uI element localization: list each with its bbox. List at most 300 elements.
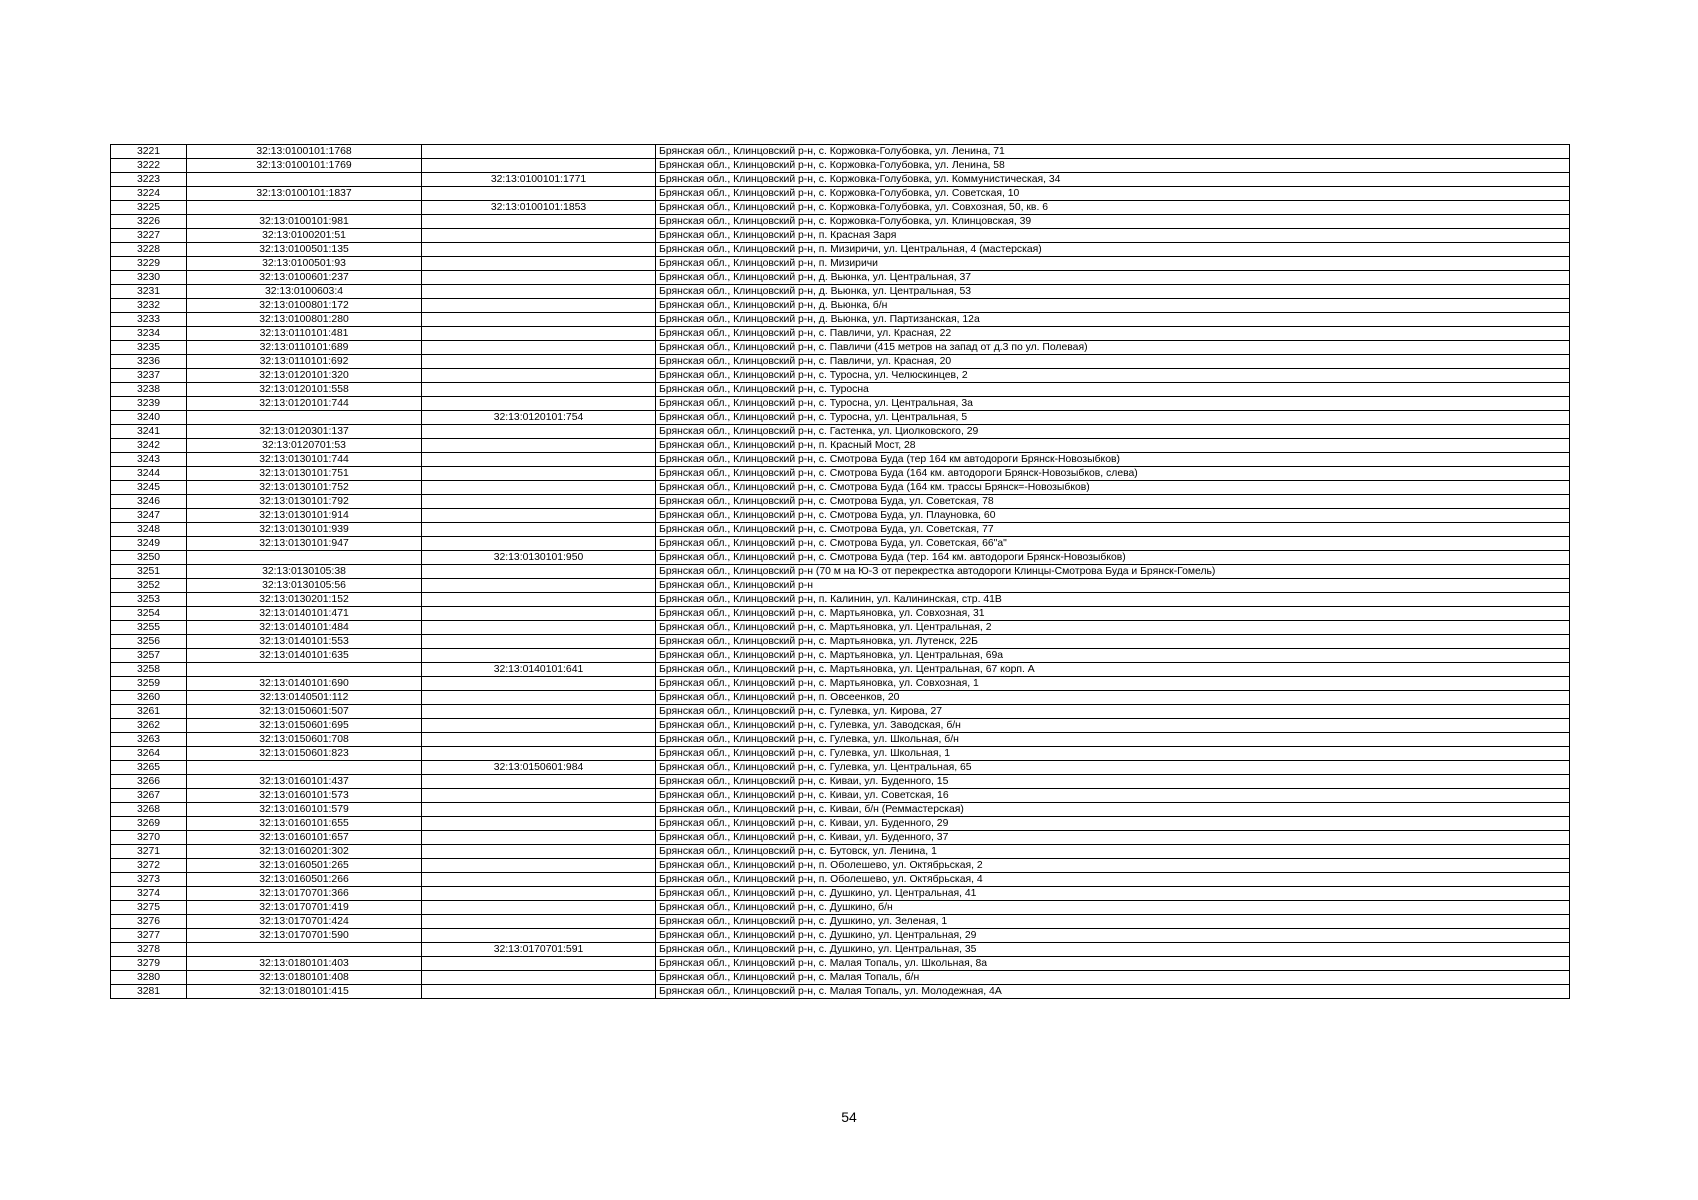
- cadastral-number-cell: 32:13:0100201:51: [187, 229, 422, 243]
- address-cell: Брянская обл., Клинцовский р-н, с. Мартьяновка, ул. Центральная, 67 корп. А: [656, 663, 1570, 677]
- cadastral-number-cell: 32:13:0180101:408: [187, 971, 422, 985]
- cadastral-number-cell: 32:13:0150601:695: [187, 719, 422, 733]
- cadastral-number-cell: 32:13:0100101:1768: [187, 145, 422, 159]
- table-row: [111, 285, 1570, 299]
- address-cell: Брянская обл., Клинцовский р-н, с. Мартьяновка, ул. Центральная, 69а: [656, 649, 1570, 663]
- table-row: [111, 565, 1570, 579]
- address-cell: Брянская обл., Клинцовский р-н, с. Душкино, ул. Зеленая, 1: [656, 915, 1570, 929]
- cadastral-number-alt-cell: [422, 635, 656, 649]
- address-cell: Брянская обл., Клинцовский р-н, с. Смотрова Буда, ул. Советская, 66"а": [656, 537, 1570, 551]
- cadastral-number-alt-cell: [422, 859, 656, 873]
- address-cell: Брянская обл., Клинцовский р-н, с. Туросна: [656, 383, 1570, 397]
- table-row: [111, 929, 1570, 943]
- cadastral-number-cell: 32:13:0100801:172: [187, 299, 422, 313]
- row-number-cell: 3261: [111, 705, 187, 719]
- cadastral-number-cell: 32:13:0130101:947: [187, 537, 422, 551]
- table-row: [111, 859, 1570, 873]
- cadastral-number-alt-cell: [422, 677, 656, 691]
- address-cell: Брянская обл., Клинцовский р-н, с. Коржовка-Голубовка, ул. Ленина, 58: [656, 159, 1570, 173]
- cadastral-number-cell: 32:13:0160101:655: [187, 817, 422, 831]
- table-row: [111, 677, 1570, 691]
- cadastral-number-cell: 32:13:0180101:415: [187, 985, 422, 999]
- table-row: [111, 719, 1570, 733]
- cadastral-number-cell: [187, 411, 422, 425]
- cadastral-number-cell: 32:13:0150601:823: [187, 747, 422, 761]
- cadastral-number-alt-cell: [422, 985, 656, 999]
- table-row: [111, 817, 1570, 831]
- cadastral-number-cell: 32:13:0130101:914: [187, 509, 422, 523]
- cadastral-number-cell: 32:13:0110101:689: [187, 341, 422, 355]
- row-number-cell: 3260: [111, 691, 187, 705]
- cadastral-number-cell: 32:13:0140101:471: [187, 607, 422, 621]
- row-number-cell: 3280: [111, 971, 187, 985]
- table-row: [111, 229, 1570, 243]
- cadastral-number-cell: 32:13:0150601:507: [187, 705, 422, 719]
- row-number-cell: 3231: [111, 285, 187, 299]
- table-row: [111, 761, 1570, 775]
- table-row: [111, 145, 1570, 159]
- address-cell: Брянская обл., Клинцовский р-н, с. Малая Топаль, б/н: [656, 971, 1570, 985]
- cadastral-number-alt-cell: [422, 467, 656, 481]
- cadastral-number-alt-cell: [422, 187, 656, 201]
- address-cell: Брянская обл., Клинцовский р-н, с. Гулевка, ул. Школьная, 1: [656, 747, 1570, 761]
- row-number-cell: 3258: [111, 663, 187, 677]
- cadastral-number-alt-cell: [422, 705, 656, 719]
- row-number-cell: 3257: [111, 649, 187, 663]
- row-number-cell: 3222: [111, 159, 187, 173]
- address-cell: Брянская обл., Клинцовский р-н, с. Душкино, ул. Центральная, 35: [656, 943, 1570, 957]
- cadastral-number-alt-cell: 32:13:0100101:1853: [422, 201, 656, 215]
- address-cell: Брянская обл., Клинцовский р-н, с. Гулевка, ул. Заводская, б/н: [656, 719, 1570, 733]
- address-cell: Брянская обл., Клинцовский р-н, п. Красная Заря: [656, 229, 1570, 243]
- cadastral-number-alt-cell: [422, 159, 656, 173]
- address-cell: Брянская обл., Клинцовский р-н, с. Киваи, ул. Советская, 16: [656, 789, 1570, 803]
- cadastral-number-cell: 32:13:0130201:152: [187, 593, 422, 607]
- cadastral-number-cell: 32:13:0140101:635: [187, 649, 422, 663]
- row-number-cell: 3241: [111, 425, 187, 439]
- table-row: [111, 537, 1570, 551]
- table-row: [111, 789, 1570, 803]
- table-row: [111, 425, 1570, 439]
- cadastral-number-cell: 32:13:0130101:751: [187, 467, 422, 481]
- cadastral-number-alt-cell: 32:13:0120101:754: [422, 411, 656, 425]
- cadastral-number-alt-cell: [422, 145, 656, 159]
- cadastral-number-alt-cell: [422, 817, 656, 831]
- cadastral-number-cell: 32:13:0120301:137: [187, 425, 422, 439]
- cadastral-number-cell: 32:13:0130101:792: [187, 495, 422, 509]
- cadastral-number-cell: [187, 943, 422, 957]
- row-number-cell: 3254: [111, 607, 187, 621]
- cadastral-number-alt-cell: [422, 915, 656, 929]
- cadastral-number-alt-cell: [422, 243, 656, 257]
- table-row: [111, 733, 1570, 747]
- address-cell: Брянская обл., Клинцовский р-н, с. Смотрова Буда, ул. Советская, 78: [656, 495, 1570, 509]
- cadastral-number-cell: 32:13:0150601:708: [187, 733, 422, 747]
- cadastral-number-cell: [187, 201, 422, 215]
- row-number-cell: 3221: [111, 145, 187, 159]
- table-row: [111, 327, 1570, 341]
- row-number-cell: 3249: [111, 537, 187, 551]
- cadastral-number-alt-cell: [422, 439, 656, 453]
- cadastral-number-alt-cell: 32:13:0170701:591: [422, 943, 656, 957]
- cadastral-number-cell: 32:13:0110101:481: [187, 327, 422, 341]
- row-number-cell: 3268: [111, 803, 187, 817]
- cadastral-number-cell: 32:13:0130101:752: [187, 481, 422, 495]
- address-cell: Брянская обл., Клинцовский р-н, д. Вьюнка, ул. Центральная, 37: [656, 271, 1570, 285]
- cadastral-number-alt-cell: [422, 453, 656, 467]
- row-number-cell: 3243: [111, 453, 187, 467]
- table-row: [111, 663, 1570, 677]
- address-cell: Брянская обл., Клинцовский р-н, с. Киваи, ул. Буденного, 15: [656, 775, 1570, 789]
- address-cell: Брянская обл., Клинцовский р-н, с. Туросна, ул. Центральная, 5: [656, 411, 1570, 425]
- row-number-cell: 3252: [111, 579, 187, 593]
- table-row: [111, 971, 1570, 985]
- cadastral-number-alt-cell: [422, 649, 656, 663]
- cadastral-number-cell: 32:13:0140101:484: [187, 621, 422, 635]
- row-number-cell: 3273: [111, 873, 187, 887]
- address-cell: Брянская обл., Клинцовский р-н, с. Смотрова Буда, ул. Советская, 77: [656, 523, 1570, 537]
- cadastral-number-alt-cell: [422, 579, 656, 593]
- table-row: [111, 495, 1570, 509]
- address-cell: Брянская обл., Клинцовский р-н, д. Вьюнка, ул. Партизанская, 12а: [656, 313, 1570, 327]
- address-cell: Брянская обл., Клинцовский р-н, п. Овсеенков, 20: [656, 691, 1570, 705]
- cadastral-number-cell: 32:13:0100603:4: [187, 285, 422, 299]
- address-cell: Брянская обл., Клинцовский р-н, с. Туросна, ул. Челюскинцев, 2: [656, 369, 1570, 383]
- address-cell: Брянская обл., Клинцовский р-н, с. Душкино, ул. Центральная, 29: [656, 929, 1570, 943]
- table-row: [111, 215, 1570, 229]
- table-row: [111, 369, 1570, 383]
- row-number-cell: 3275: [111, 901, 187, 915]
- cadastral-number-alt-cell: [422, 901, 656, 915]
- cadastral-number-alt-cell: [422, 355, 656, 369]
- cadastral-number-cell: 32:13:0120101:744: [187, 397, 422, 411]
- cadastral-number-alt-cell: [422, 607, 656, 621]
- cadastral-number-cell: 32:13:0160501:266: [187, 873, 422, 887]
- table-row: [111, 439, 1570, 453]
- address-cell: Брянская обл., Клинцовский р-н, с. Смотрова Буда (тер 164 км автодороги Брянск-Новозыбков): [656, 453, 1570, 467]
- table-row: [111, 691, 1570, 705]
- cadastral-number-alt-cell: 32:13:0150601:984: [422, 761, 656, 775]
- table-row: [111, 747, 1570, 761]
- cadastral-number-alt-cell: [422, 495, 656, 509]
- address-cell: Брянская обл., Клинцовский р-н, с. Бутовск, ул. Ленина, 1: [656, 845, 1570, 859]
- cadastral-number-cell: 32:13:0160201:302: [187, 845, 422, 859]
- cadastral-number-cell: 32:13:0100101:981: [187, 215, 422, 229]
- table-row: [111, 481, 1570, 495]
- row-number-cell: 3242: [111, 439, 187, 453]
- table-row: [111, 607, 1570, 621]
- table-row: [111, 397, 1570, 411]
- row-number-cell: 3250: [111, 551, 187, 565]
- row-number-cell: 3264: [111, 747, 187, 761]
- row-number-cell: 3232: [111, 299, 187, 313]
- cadastral-number-alt-cell: [422, 691, 656, 705]
- address-cell: Брянская обл., Клинцовский р-н, с. Гастенка, ул. Циолковского, 29: [656, 425, 1570, 439]
- address-cell: Брянская обл., Клинцовский р-н, с. Смотрова Буда, ул. Плауновка, 60: [656, 509, 1570, 523]
- address-cell: Брянская обл., Клинцовский р-н, с. Гулевка, ул. Кирова, 27: [656, 705, 1570, 719]
- cadastral-number-cell: 32:13:0130105:56: [187, 579, 422, 593]
- row-number-cell: 3238: [111, 383, 187, 397]
- cadastral-number-cell: 32:13:0120101:558: [187, 383, 422, 397]
- cadastral-number-cell: 32:13:0160101:657: [187, 831, 422, 845]
- cadastral-number-cell: 32:13:0100601:237: [187, 271, 422, 285]
- cadastral-number-alt-cell: [422, 271, 656, 285]
- cadastral-number-cell: 32:13:0170701:590: [187, 929, 422, 943]
- table-row: [111, 243, 1570, 257]
- cadastral-number-alt-cell: [422, 565, 656, 579]
- row-number-cell: 3230: [111, 271, 187, 285]
- address-cell: Брянская обл., Клинцовский р-н (70 м на Ю-З от перекрестка автодороги Клинцы-Смотрова Буда и Брянск-Гомель): [656, 565, 1570, 579]
- cadastral-number-cell: [187, 551, 422, 565]
- address-cell: Брянская обл., Клинцовский р-н: [656, 579, 1570, 593]
- table-row: [111, 803, 1570, 817]
- table-row: [111, 705, 1570, 719]
- address-cell: Брянская обл., Клинцовский р-н, с. Мартьяновка, ул. Совхозная, 1: [656, 677, 1570, 691]
- row-number-cell: 3276: [111, 915, 187, 929]
- row-number-cell: 3270: [111, 831, 187, 845]
- address-cell: Брянская обл., Клинцовский р-н, с. Киваи, ул. Буденного, 37: [656, 831, 1570, 845]
- table-row: [111, 313, 1570, 327]
- row-number-cell: 3237: [111, 369, 187, 383]
- address-cell: Брянская обл., Клинцовский р-н, с. Коржовка-Голубовка, ул. Советская, 10: [656, 187, 1570, 201]
- address-cell: Брянская обл., Клинцовский р-н, с. Коржовка-Голубовка, ул. Совхозная, 50, кв. 6: [656, 201, 1570, 215]
- cadastral-number-cell: 32:13:0170701:419: [187, 901, 422, 915]
- cadastral-number-alt-cell: [422, 831, 656, 845]
- row-number-cell: 3246: [111, 495, 187, 509]
- row-number-cell: 3267: [111, 789, 187, 803]
- table-row: [111, 593, 1570, 607]
- address-cell: Брянская обл., Клинцовский р-н, с. Смотрова Буда (164 км. трассы Брянск=-Новозыбков): [656, 481, 1570, 495]
- row-number-cell: 3259: [111, 677, 187, 691]
- cadastral-number-alt-cell: [422, 593, 656, 607]
- address-cell: Брянская обл., Клинцовский р-н, с. Мартьяновка, ул. Лутенск, 22Б: [656, 635, 1570, 649]
- cadastral-number-alt-cell: [422, 803, 656, 817]
- cadastral-number-alt-cell: [422, 341, 656, 355]
- cadastral-number-cell: [187, 663, 422, 677]
- table-row: [111, 775, 1570, 789]
- cadastral-number-alt-cell: [422, 971, 656, 985]
- cadastral-number-alt-cell: [422, 257, 656, 271]
- row-number-cell: 3256: [111, 635, 187, 649]
- table-row: [111, 985, 1570, 999]
- address-cell: Брянская обл., Клинцовский р-н, с. Мартьяновка, ул. Центральная, 2: [656, 621, 1570, 635]
- row-number-cell: 3229: [111, 257, 187, 271]
- table-row: [111, 845, 1570, 859]
- cadastral-number-cell: 32:13:0160101:437: [187, 775, 422, 789]
- cadastral-number-cell: 32:13:0130101:939: [187, 523, 422, 537]
- address-cell: Брянская обл., Клинцовский р-н, с. Мартьяновка, ул. Совхозная, 31: [656, 607, 1570, 621]
- row-number-cell: 3251: [111, 565, 187, 579]
- address-cell: Брянская обл., Клинцовский р-н, с. Гулевка, ул. Школьная, б/н: [656, 733, 1570, 747]
- cadastral-number-cell: 32:13:0170701:366: [187, 887, 422, 901]
- cadastral-number-cell: 32:13:0140101:553: [187, 635, 422, 649]
- cadastral-number-alt-cell: [422, 383, 656, 397]
- cadastral-number-alt-cell: [422, 369, 656, 383]
- cadastral-number-alt-cell: [422, 215, 656, 229]
- row-number-cell: 3263: [111, 733, 187, 747]
- table-row: [111, 887, 1570, 901]
- address-cell: Брянская обл., Клинцовский р-н, с. Смотрова Буда (тер. 164 км. автодороги Брянск-Новозыбков): [656, 551, 1570, 565]
- cadastral-number-cell: 32:13:0100801:280: [187, 313, 422, 327]
- cadastral-number-cell: 32:13:0120701:53: [187, 439, 422, 453]
- address-cell: Брянская обл., Клинцовский р-н, д. Вьюнка, ул. Центральная, 53: [656, 285, 1570, 299]
- cadastral-number-cell: 32:13:0120101:320: [187, 369, 422, 383]
- table-row: [111, 957, 1570, 971]
- address-cell: Брянская обл., Клинцовский р-н, с. Коржовка-Голубовка, ул. Коммунистическая, 34: [656, 173, 1570, 187]
- registry-table-body: [111, 145, 1570, 999]
- row-number-cell: 3239: [111, 397, 187, 411]
- row-number-cell: 3244: [111, 467, 187, 481]
- row-number-cell: 3277: [111, 929, 187, 943]
- cadastral-number-cell: 32:13:0130105:38: [187, 565, 422, 579]
- row-number-cell: 3248: [111, 523, 187, 537]
- address-cell: Брянская обл., Клинцовский р-н, п. Мизиричи, ул. Центральная, 4 (мастерская): [656, 243, 1570, 257]
- cadastral-number-alt-cell: [422, 775, 656, 789]
- registry-table: [110, 144, 1570, 999]
- row-number-cell: 3266: [111, 775, 187, 789]
- row-number-cell: 3278: [111, 943, 187, 957]
- cadastral-number-alt-cell: [422, 845, 656, 859]
- cadastral-number-alt-cell: [422, 873, 656, 887]
- row-number-cell: 3235: [111, 341, 187, 355]
- cadastral-number-cell: 32:13:0100501:93: [187, 257, 422, 271]
- cadastral-number-alt-cell: [422, 929, 656, 943]
- table-row: [111, 621, 1570, 635]
- cadastral-number-alt-cell: [422, 733, 656, 747]
- row-number-cell: 3279: [111, 957, 187, 971]
- cadastral-number-cell: 32:13:0100501:135: [187, 243, 422, 257]
- cadastral-number-cell: 32:13:0140501:112: [187, 691, 422, 705]
- cadastral-number-cell: 32:13:0170701:424: [187, 915, 422, 929]
- address-cell: Брянская обл., Клинцовский р-н, п. Мизиричи: [656, 257, 1570, 271]
- page-number: 54: [841, 1109, 857, 1125]
- table-row: [111, 299, 1570, 313]
- cadastral-number-cell: 32:13:0110101:692: [187, 355, 422, 369]
- cadastral-number-alt-cell: [422, 621, 656, 635]
- address-cell: Брянская обл., Клинцовский р-н, с. Душкино, ул. Центральная, 41: [656, 887, 1570, 901]
- row-number-cell: 3281: [111, 985, 187, 999]
- cadastral-number-cell: 32:13:0160501:265: [187, 859, 422, 873]
- row-number-cell: 3269: [111, 817, 187, 831]
- address-cell: Брянская обл., Клинцовский р-н, с. Малая Топаль, ул. Школьная, 8а: [656, 957, 1570, 971]
- cadastral-number-alt-cell: [422, 719, 656, 733]
- table-row: [111, 271, 1570, 285]
- cadastral-number-alt-cell: [422, 425, 656, 439]
- row-number-cell: 3223: [111, 173, 187, 187]
- address-cell: Брянская обл., Клинцовский р-н, п. Красный Мост, 28: [656, 439, 1570, 453]
- row-number-cell: 3224: [111, 187, 187, 201]
- address-cell: Брянская обл., Клинцовский р-н, с. Душкино, б/н: [656, 901, 1570, 915]
- row-number-cell: 3234: [111, 327, 187, 341]
- address-cell: Брянская обл., Клинцовский р-н, с. Павличи, ул. Красная, 22: [656, 327, 1570, 341]
- cadastral-number-cell: 32:13:0130101:744: [187, 453, 422, 467]
- row-number-cell: 3274: [111, 887, 187, 901]
- row-number-cell: 3228: [111, 243, 187, 257]
- cadastral-number-alt-cell: [422, 523, 656, 537]
- cadastral-number-alt-cell: 32:13:0130101:950: [422, 551, 656, 565]
- table-row: [111, 257, 1570, 271]
- row-number-cell: 3265: [111, 761, 187, 775]
- cadastral-number-cell: 32:13:0160101:579: [187, 803, 422, 817]
- address-cell: Брянская обл., Клинцовский р-н, с. Павличи (415 метров на запад от д.3 по ул. Полевая): [656, 341, 1570, 355]
- table-row: [111, 411, 1570, 425]
- cadastral-number-alt-cell: [422, 229, 656, 243]
- address-cell: Брянская обл., Клинцовский р-н, д. Вьюнка, б/н: [656, 299, 1570, 313]
- cadastral-number-cell: [187, 761, 422, 775]
- table-row: [111, 579, 1570, 593]
- cadastral-number-cell: [187, 173, 422, 187]
- cadastral-number-cell: 32:13:0180101:403: [187, 957, 422, 971]
- table-row: [111, 509, 1570, 523]
- cadastral-number-alt-cell: [422, 327, 656, 341]
- table-row: [111, 635, 1570, 649]
- row-number-cell: 3225: [111, 201, 187, 215]
- row-number-cell: 3236: [111, 355, 187, 369]
- cadastral-number-alt-cell: [422, 481, 656, 495]
- address-cell: Брянская обл., Клинцовский р-н, с. Коржовка-Голубовка, ул. Клинцовская, 39: [656, 215, 1570, 229]
- cadastral-number-cell: 32:13:0140101:690: [187, 677, 422, 691]
- cadastral-number-alt-cell: 32:13:0140101:641: [422, 663, 656, 677]
- cadastral-number-cell: 32:13:0160101:573: [187, 789, 422, 803]
- row-number-cell: 3240: [111, 411, 187, 425]
- row-number-cell: 3262: [111, 719, 187, 733]
- address-cell: Брянская обл., Клинцовский р-н, с. Гулевка, ул. Центральная, 65: [656, 761, 1570, 775]
- row-number-cell: 3245: [111, 481, 187, 495]
- table-row: [111, 187, 1570, 201]
- table-row: [111, 383, 1570, 397]
- row-number-cell: 3247: [111, 509, 187, 523]
- address-cell: Брянская обл., Клинцовский р-н, с. Киваи, ул. Буденного, 29: [656, 817, 1570, 831]
- row-number-cell: 3272: [111, 859, 187, 873]
- cadastral-number-alt-cell: [422, 299, 656, 313]
- table-row: [111, 159, 1570, 173]
- table-row: [111, 453, 1570, 467]
- table-row: [111, 467, 1570, 481]
- table-row: [111, 523, 1570, 537]
- address-cell: Брянская обл., Клинцовский р-н, с. Смотрова Буда (164 км. автодороги Брянск-Новозыбков, слева): [656, 467, 1570, 481]
- table-row: [111, 551, 1570, 565]
- address-cell: Брянская обл., Клинцовский р-н, с. Малая Топаль, ул. Молодежная, 4А: [656, 985, 1570, 999]
- cadastral-number-cell: 32:13:0100101:1769: [187, 159, 422, 173]
- row-number-cell: 3226: [111, 215, 187, 229]
- row-number-cell: 3233: [111, 313, 187, 327]
- table-row: [111, 201, 1570, 215]
- address-cell: Брянская обл., Клинцовский р-н, с. Туросна, ул. Центральная, 3а: [656, 397, 1570, 411]
- cadastral-number-alt-cell: [422, 887, 656, 901]
- cadastral-number-alt-cell: [422, 397, 656, 411]
- address-cell: Брянская обл., Клинцовский р-н, п. Калинин, ул. Калининская, стр. 41В: [656, 593, 1570, 607]
- row-number-cell: 3255: [111, 621, 187, 635]
- cadastral-number-alt-cell: 32:13:0100101:1771: [422, 173, 656, 187]
- cadastral-number-alt-cell: [422, 537, 656, 551]
- table-row: [111, 355, 1570, 369]
- table-row: [111, 915, 1570, 929]
- row-number-cell: 3227: [111, 229, 187, 243]
- table-row: [111, 341, 1570, 355]
- cadastral-number-alt-cell: [422, 509, 656, 523]
- row-number-cell: 3253: [111, 593, 187, 607]
- address-cell: Брянская обл., Клинцовский р-н, п. Оболешево, ул. Октябрьская, 4: [656, 873, 1570, 887]
- cadastral-number-alt-cell: [422, 285, 656, 299]
- address-cell: Брянская обл., Клинцовский р-н, с. Киваи, б/н (Реммастерская): [656, 803, 1570, 817]
- table-row: [111, 901, 1570, 915]
- table-row: [111, 173, 1570, 187]
- table-row: [111, 649, 1570, 663]
- cadastral-number-alt-cell: [422, 957, 656, 971]
- table-row: [111, 873, 1570, 887]
- row-number-cell: 3271: [111, 845, 187, 859]
- cadastral-number-alt-cell: [422, 313, 656, 327]
